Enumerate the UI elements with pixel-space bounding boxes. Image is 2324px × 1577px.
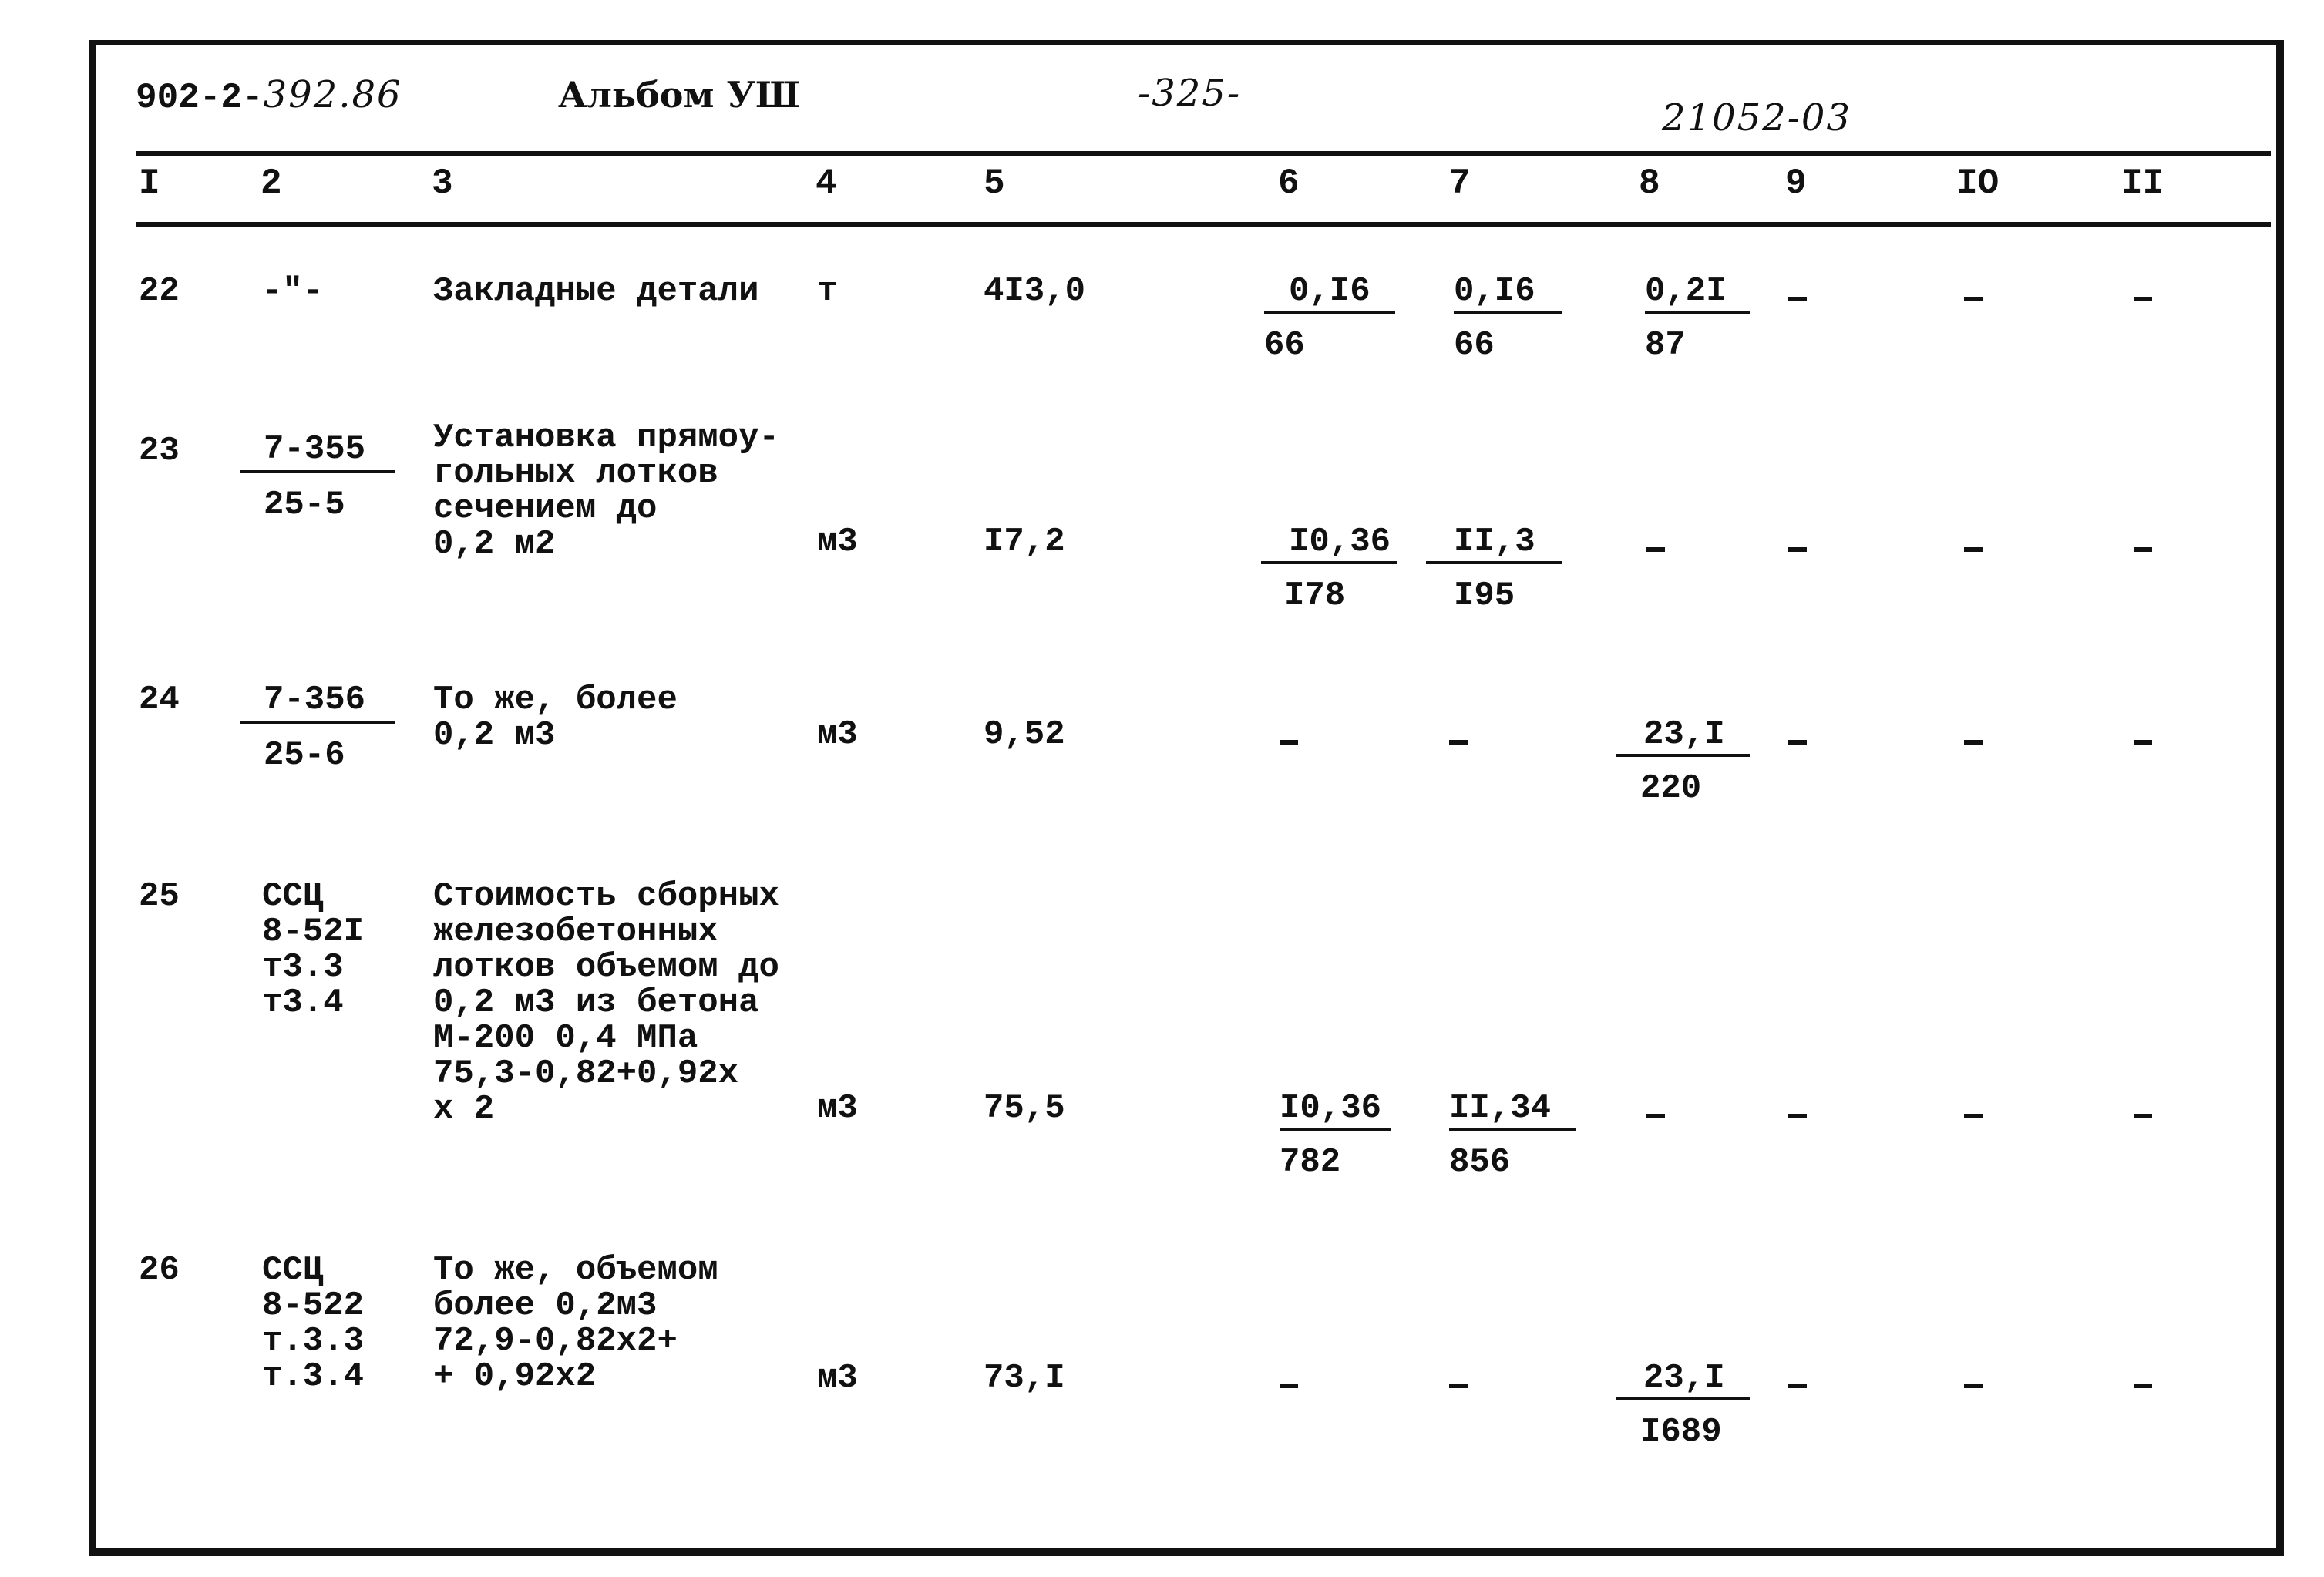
fraction-top: I0,36	[1289, 523, 1391, 561]
doc-code-printed: 902-2-	[136, 78, 264, 118]
fraction-top: 0,I6	[1454, 272, 1535, 311]
row-description: Закладные детали	[433, 272, 759, 311]
fraction-bar	[1454, 311, 1562, 314]
row-col8-dash	[1646, 547, 1665, 552]
fraction-top: 0,I6	[1289, 272, 1371, 311]
row-unit: м3	[817, 1089, 858, 1128]
col-header-7: 7	[1449, 163, 1471, 203]
fraction-bottom: 66	[1454, 326, 1495, 365]
row-col10-dash	[1964, 740, 1983, 745]
row-ref: ССЦ 8-522 т.3.3 т.3.4	[262, 1251, 365, 1396]
row-quantity: 73,I	[984, 1359, 1065, 1397]
row-col9-dash	[1788, 740, 1807, 745]
row-col9-dash	[1788, 1114, 1807, 1118]
page-frame	[89, 40, 2284, 1556]
row-col11-dash	[2134, 547, 2152, 552]
row-description: То же, более 0,2 м3	[433, 681, 678, 755]
fraction-bar	[1449, 1128, 1576, 1131]
col-header-3: 3	[432, 163, 453, 203]
fraction-bottom: 220	[1640, 769, 1702, 808]
row-col9-dash	[1788, 297, 1807, 301]
fraction-bar	[1261, 561, 1397, 564]
row-col9-dash	[1788, 1384, 1807, 1388]
fraction-top: II,3	[1454, 523, 1535, 561]
fraction-bar	[1264, 311, 1395, 314]
fraction-top: 23,I	[1643, 715, 1725, 754]
row-col11-dash	[2134, 297, 2152, 301]
header-rule-bottom	[136, 222, 2271, 227]
fraction-top: 0,2I	[1645, 272, 1727, 311]
fraction-bottom: 66	[1264, 326, 1305, 365]
row-quantity: 4I3,0	[984, 272, 1086, 311]
row-col11-dash	[2134, 1114, 2152, 1118]
fraction-bottom: 782	[1280, 1143, 1341, 1182]
row-ref: -"-	[262, 272, 324, 311]
row-col6-dash	[1280, 1384, 1298, 1388]
header-rule-top	[136, 151, 2271, 156]
col-header-8: 8	[1639, 163, 1660, 203]
row-number: 22	[139, 272, 180, 311]
doc-code-handwritten: 392.86	[263, 73, 402, 116]
col-header-5: 5	[984, 163, 1005, 203]
col-header-10: IO	[1956, 163, 1999, 203]
fraction-bottom: 856	[1449, 1143, 1511, 1182]
row-col7-dash	[1449, 740, 1468, 745]
col-header-1: I	[139, 163, 160, 203]
fraction-top: 7-355	[264, 430, 366, 469]
fraction-bottom: I78	[1284, 577, 1346, 615]
row-col10-dash	[1964, 1384, 1983, 1388]
fraction-bar	[1426, 561, 1562, 564]
fraction-bar	[240, 721, 395, 724]
row-unit: м3	[817, 715, 858, 754]
order-number: 21052-03	[1662, 96, 1851, 140]
row-description: Стоимость сборных железобетонных лотков объемом до 0,2 м3 из бетона М-200 0,4 МПа 75,3-0,82+0,92х х 2	[433, 877, 779, 1128]
row-col7-dash	[1449, 1384, 1468, 1388]
row-number: 25	[139, 877, 180, 916]
row-unit: м3	[817, 523, 858, 561]
fraction-top: 23,I	[1643, 1359, 1725, 1397]
doc-code	[136, 73, 402, 118]
fraction-bottom: 25-6	[264, 736, 345, 775]
col-header-4: 4	[816, 163, 837, 203]
row-col9-dash	[1788, 547, 1807, 552]
row-unit: м3	[817, 1359, 858, 1397]
fraction-bottom: I95	[1454, 577, 1515, 615]
row-col6-dash	[1280, 740, 1298, 745]
row-quantity: I7,2	[984, 523, 1065, 561]
row-col11-dash	[2134, 740, 2152, 745]
row-ref: ССЦ 8-52I т3.3 т3.4	[262, 877, 365, 1022]
row-number: 24	[139, 681, 180, 719]
fraction-bar	[1280, 1128, 1391, 1131]
row-description: Установка прямоу- гольных лотков сечением до 0,2 м2	[433, 419, 779, 563]
fraction-bar	[1645, 311, 1750, 314]
row-quantity: 75,5	[984, 1089, 1065, 1128]
row-col10-dash	[1964, 1114, 1983, 1118]
row-col8-dash	[1646, 1114, 1665, 1118]
row-number: 23	[139, 432, 180, 470]
row-col10-dash	[1964, 547, 1983, 552]
fraction-bar	[1616, 754, 1750, 757]
fraction-top: II,34	[1449, 1089, 1552, 1128]
fraction-top: I0,36	[1280, 1089, 1382, 1128]
fraction-bar	[1616, 1397, 1750, 1400]
fraction-top: 7-356	[264, 681, 366, 719]
album-title: Альбом УШ	[558, 74, 801, 116]
row-description: То же, объемом более 0,2м3 72,9-0,82х2+ + 0,92х2	[433, 1251, 718, 1396]
row-col11-dash	[2134, 1384, 2152, 1388]
row-col10-dash	[1964, 297, 1983, 301]
page-number: -325-	[1138, 72, 1242, 115]
fraction-bar	[240, 470, 395, 473]
fraction-bottom: I689	[1640, 1413, 1722, 1451]
row-quantity: 9,52	[984, 715, 1065, 754]
fraction-bottom: 87	[1645, 326, 1686, 365]
row-unit: т	[817, 272, 838, 311]
col-header-9: 9	[1785, 163, 1807, 203]
row-number: 26	[139, 1251, 180, 1290]
fraction-bottom: 25-5	[264, 486, 345, 524]
col-header-6: 6	[1278, 163, 1300, 203]
col-header-11: II	[2121, 163, 2164, 203]
col-header-2: 2	[261, 163, 282, 203]
